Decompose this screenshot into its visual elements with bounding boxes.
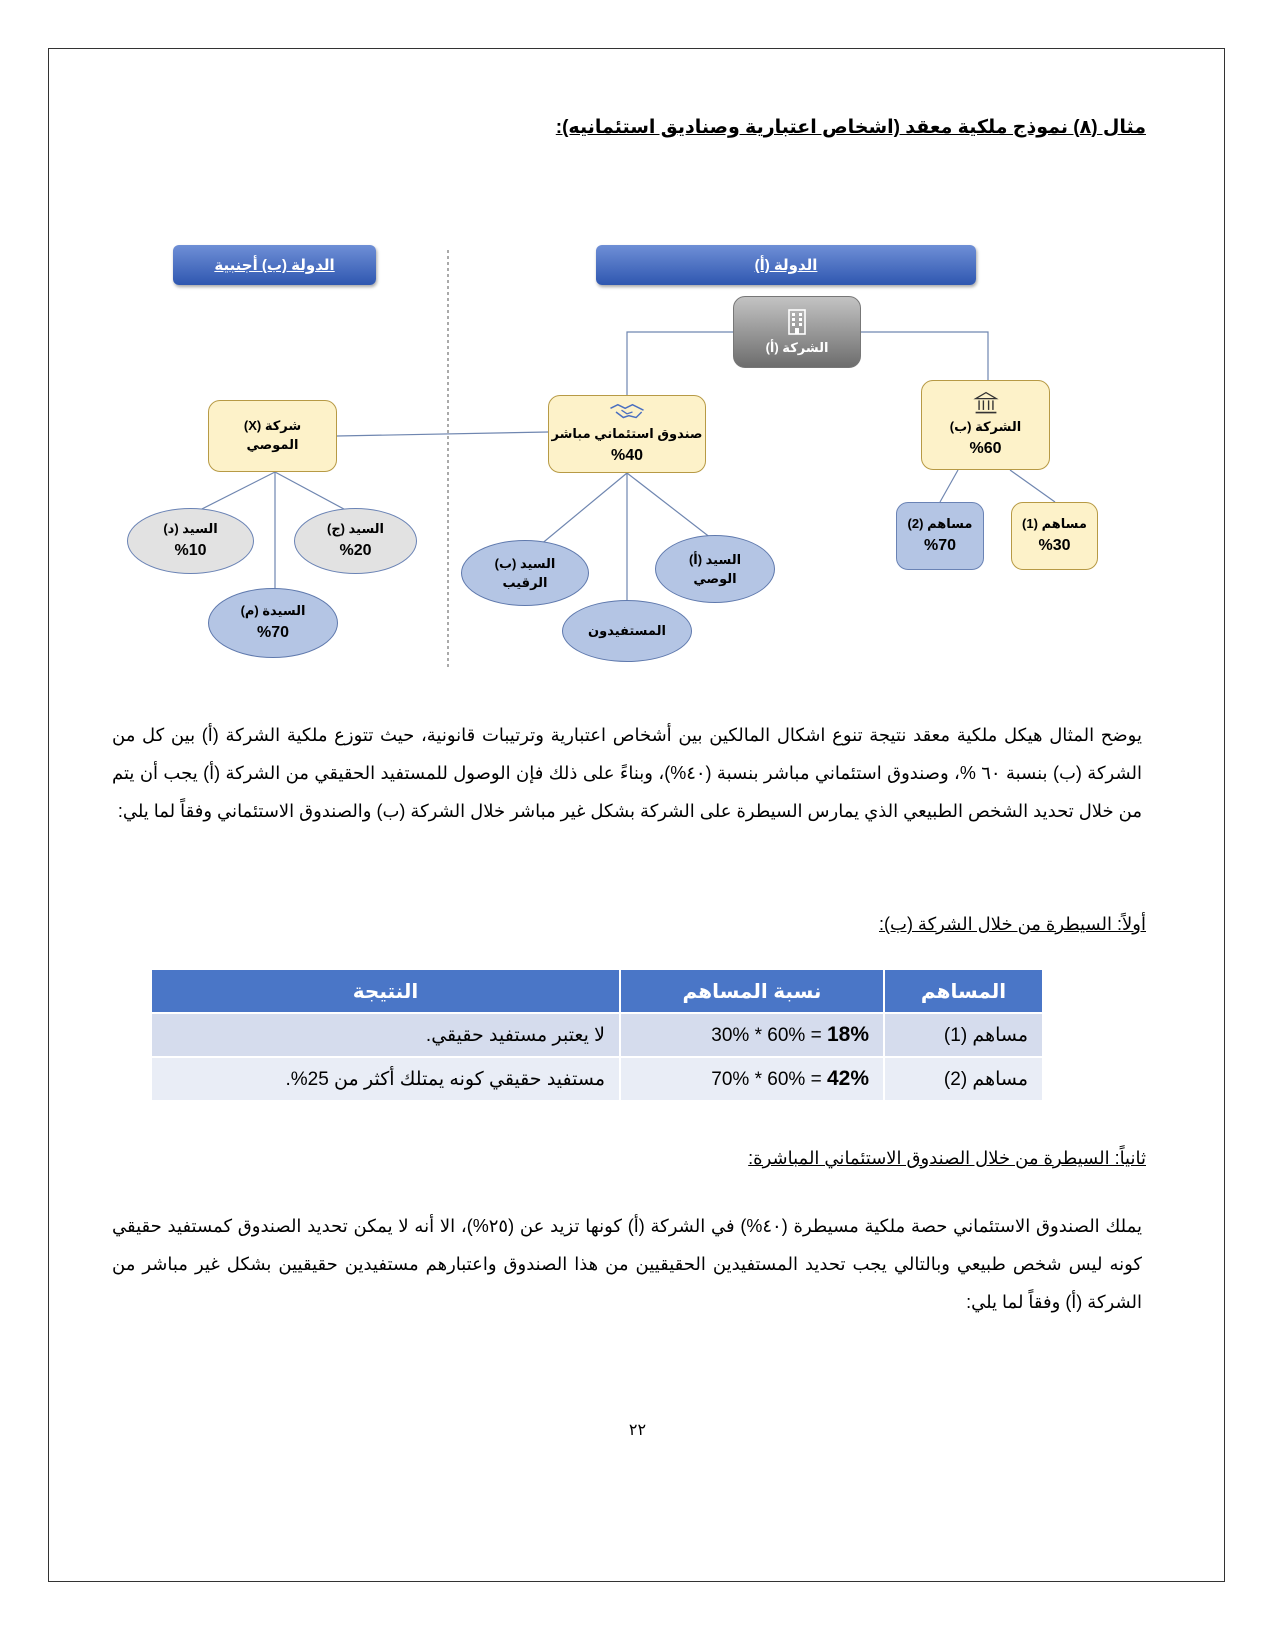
line-trust-company-x [337, 432, 548, 436]
company-x-node [208, 400, 337, 472]
mr-d-value: %10 [174, 541, 207, 559]
cell-shareholder: مساهم (2) [884, 1057, 1042, 1100]
line-company-a-trust [627, 332, 733, 395]
subheading-1: أولاً: السيطرة من خلال الشركة (ب): [879, 914, 1146, 934]
cell-calculation [620, 1057, 884, 1100]
shareholder1-node [1011, 502, 1098, 570]
mrs-m-label: السيدة (م) [240, 603, 306, 619]
header-result: النتيجة [151, 970, 620, 1013]
mrs-m-node [208, 588, 338, 658]
calc-result: 18% [826, 1023, 869, 1046]
company-b-label: الشركة (ب) [949, 418, 1022, 434]
mr-j-label: السيد (ج) [326, 521, 385, 537]
country-b-banner: الدولة (ب) أجنبية [173, 245, 376, 285]
control-table [150, 970, 1042, 1100]
mr-d-node [127, 508, 254, 574]
shareholder2-value: %70 [923, 536, 957, 554]
mr-d-label: السيد (د) [163, 521, 218, 537]
company-x-role: الموصي [246, 437, 299, 452]
mr-b-role: الرقيب [502, 575, 548, 590]
calc-expression: 30% * 60% = [711, 1025, 827, 1046]
beneficiaries-node [562, 600, 692, 662]
ownership-diagram [0, 0, 1275, 720]
mr-a-role: الوصي [693, 571, 737, 586]
calc-expression: 70% * 60% = [711, 1069, 827, 1090]
mr-a-label: السيد (أ) [688, 551, 742, 567]
handshake-icon [605, 401, 649, 423]
mrs-m-value: %70 [256, 623, 290, 641]
cell-result: لا يعتبر مستفيد حقيقي. [151, 1013, 620, 1057]
trust-value: %40 [610, 446, 644, 464]
company-b-value: %60 [969, 439, 1002, 457]
shareholder2-label: مساهم (2) [907, 515, 973, 531]
paragraph-2: يملك الصندوق الاستئماني حصة ملكية مسيطرة (٤٠%) في الشركة (أ) كونها تزيد عن (٢٥%)، الا أنه لا يمكن تحديد الصندوق كمستفيد حقيقي كونه ليس شخص طبيعي وبالتالي يجب تحديد المستفيدين الحقيقيين من هذا الصندوق واعتبارهم مستفيدين حقيقيين بشكل غير مباشر من الشركة (أ) وفقاً لما يلي: [112, 1216, 1143, 1312]
bank-icon [972, 390, 1000, 416]
cell-calculation [620, 1013, 884, 1057]
shareholder1-label: مساهم (1) [1022, 515, 1087, 531]
cell-shareholder: مساهم (1) [884, 1013, 1042, 1057]
line-company-b-shareholder2 [940, 470, 958, 502]
company-x-label: شركة (X) [243, 418, 302, 434]
trust-label: صندوق استئماني مباشر [551, 425, 703, 441]
shareholder2-node [896, 502, 984, 570]
company-a-node [733, 296, 861, 368]
table-row [151, 1013, 1042, 1057]
company-b-node [921, 380, 1050, 470]
page-number: ٢٢ [628, 1422, 647, 1439]
calc-result: 42% [826, 1067, 869, 1090]
mr-j-node [294, 508, 417, 574]
mr-a-node [655, 535, 775, 603]
table-row [151, 1057, 1042, 1100]
line-company-a-company-b [861, 332, 988, 380]
mr-b-node [461, 540, 589, 606]
paragraph-1: يوضح المثال هيكل ملكية معقد نتيجة تنوع اشكال المالكين بين أشخاص اعتبارية وترتيبات قانونية، حيث تتوزع ملكية الشركة (أ) بين كل من الشركة (ب) بنسبة ٦٠ %، وصندوق استئماني مباشر بنسبة (٤٠%)، وبناءً على ذلك فإن الوصول للمستفيد الحقيقي من الشركة (أ) يجب أن يتم من خلال تحديد الشخص الطبيعي الذي يمارس السيطرة على الشركة بشكل غير مباشر خلال الشركة (ب) والصندوق الاستئماني وفقاً لما يلي: [112, 725, 1142, 821]
subheading-2: ثانياً: السيطرة من خلال الصندوق الاستئماني المباشرة: [748, 1148, 1146, 1168]
table-header-row [151, 970, 1042, 1013]
building-icon [782, 307, 812, 337]
beneficiaries-label: المستفيدون [588, 623, 666, 639]
cell-result: مستفيد حقيقي كونه يمتلك أكثر من 25%. [151, 1057, 620, 1100]
header-percentage: نسبة المساهم [620, 970, 884, 1013]
header-shareholder: المساهم [884, 970, 1042, 1013]
line-trust-mr-a [627, 473, 720, 545]
trust-node [548, 395, 706, 473]
company-a-label: الشركة (أ) [765, 339, 829, 355]
shareholder1-value: %30 [1038, 536, 1071, 554]
line-company-b-shareholder1 [1010, 470, 1055, 502]
mr-j-value: %20 [339, 541, 372, 559]
example-heading: مثال (٨) نموذج ملكية معقد (اشخاص اعتبارية وصناديق استئمانيه): [555, 117, 1146, 138]
country-a-banner: الدولة (أ) [596, 245, 976, 285]
mr-b-label: السيد (ب) [494, 555, 556, 571]
